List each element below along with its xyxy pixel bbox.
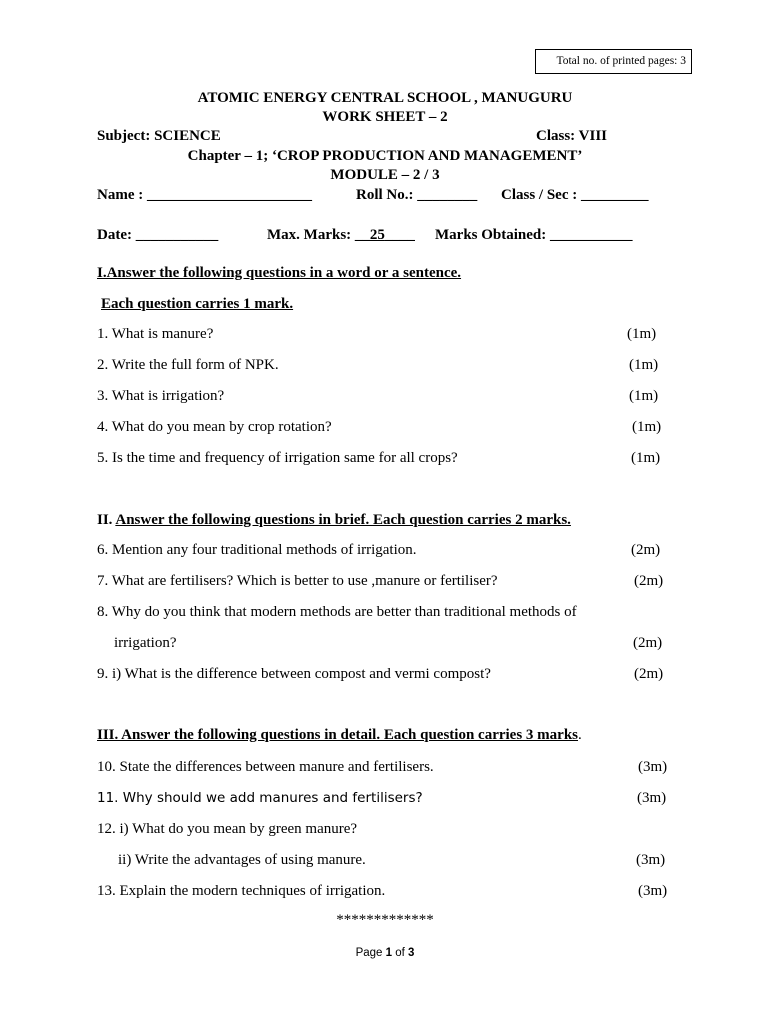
question-13: 13. Explain the modern techniques of irrigation. (97, 883, 386, 899)
max-marks-pre: __ (354, 227, 370, 243)
marks-8: (2m) (633, 635, 663, 651)
subject-label: Subject: SCIENCE (97, 128, 221, 144)
question-4: 4. What do you mean by crop rotation? (97, 419, 332, 435)
marks-5: (1m) (631, 450, 661, 466)
name-field: Name : ______________________ (97, 187, 312, 203)
section3-heading (97, 727, 582, 744)
marks-10: (3m) (638, 759, 668, 775)
marks-3: (1m) (629, 388, 659, 404)
question-12-part-ii: ii) Write the advantages of using manure. (118, 852, 366, 868)
worksheet-title: WORK SHEET – 2 (322, 109, 448, 125)
question-7: 7. What are fertilisers? Which is better to use ,manure or fertiliser? (97, 573, 498, 589)
marks-12: (3m) (636, 852, 666, 868)
marks-11: (3m) (637, 790, 667, 806)
footer-prefix: Page (355, 947, 386, 959)
question-2: 2. Write the full form of NPK. (97, 357, 279, 373)
class-sec-field: Class / Sec : _________ (501, 187, 649, 203)
question-8: 8. Why do you think that modern methods are better than traditional methods of (97, 604, 577, 620)
question-1: 1. What is manure? (97, 326, 214, 342)
marks-2: (1m) (629, 357, 659, 373)
chapter-title: Chapter – 1; ‘CROP PRODUCTION AND MANAGEMENT’ (187, 148, 583, 164)
marks-7: (2m) (634, 573, 664, 589)
section2-heading (97, 512, 571, 529)
max-marks-field (267, 227, 415, 244)
date-field: Date: ___________ (97, 227, 219, 243)
end-marker: ************* (336, 912, 434, 928)
footer-current-page: 1 (385, 947, 393, 959)
question-11: 11. Why should we add manures and fertilisers? (97, 790, 423, 806)
section3-period: . (578, 727, 582, 743)
marks-13: (3m) (638, 883, 668, 899)
question-12: 12. i) What do you mean by green manure? (97, 821, 358, 837)
section2-heading-text: Answer the following questions in brief. Each question carries 2 marks. (115, 512, 571, 528)
module-title: MODULE – 2 / 3 (330, 167, 440, 183)
max-marks-label: Max. Marks: (267, 227, 355, 243)
max-marks-value: 25 (369, 227, 385, 243)
marks-6: (2m) (631, 542, 661, 558)
question-9: 9. i) What is the difference between compost and vermi compost? (97, 666, 491, 682)
printed-pages-box: Total no. of printed pages: 3 (535, 49, 692, 74)
section1-subheading: Each question carries 1 mark. (101, 296, 294, 312)
question-3: 3. What is irrigation? (97, 388, 225, 404)
school-name: ATOMIC ENERGY CENTRAL SCHOOL , MANUGURU (197, 90, 573, 106)
question-10: 10. State the differences between manure and fertilisers. (97, 759, 434, 775)
footer-total-pages: 3 (408, 947, 415, 959)
marks-4: (1m) (632, 419, 662, 435)
section1-heading: I.Answer the following questions in a word or a sentence. (97, 265, 462, 281)
question-6: 6. Mention any four traditional methods of irrigation. (97, 542, 417, 558)
marks-9: (2m) (634, 666, 664, 682)
section3-heading-text: III. Answer the following questions in detail. Each question carries 3 marks (97, 727, 579, 743)
roll-field: Roll No.: ________ (356, 187, 478, 203)
question-5: 5. Is the time and frequency of irrigation same for all crops? (97, 450, 458, 466)
page-footer (0, 947, 770, 959)
section2-prefix: II. (97, 512, 116, 528)
max-marks-post: ____ (384, 227, 415, 243)
marks-obtained-field: Marks Obtained: ___________ (435, 227, 633, 243)
marks-1: (1m) (627, 326, 657, 342)
question-8-cont: irrigation? (114, 635, 177, 651)
class-label: Class: VIII (536, 128, 607, 144)
footer-middle: of (392, 947, 409, 959)
